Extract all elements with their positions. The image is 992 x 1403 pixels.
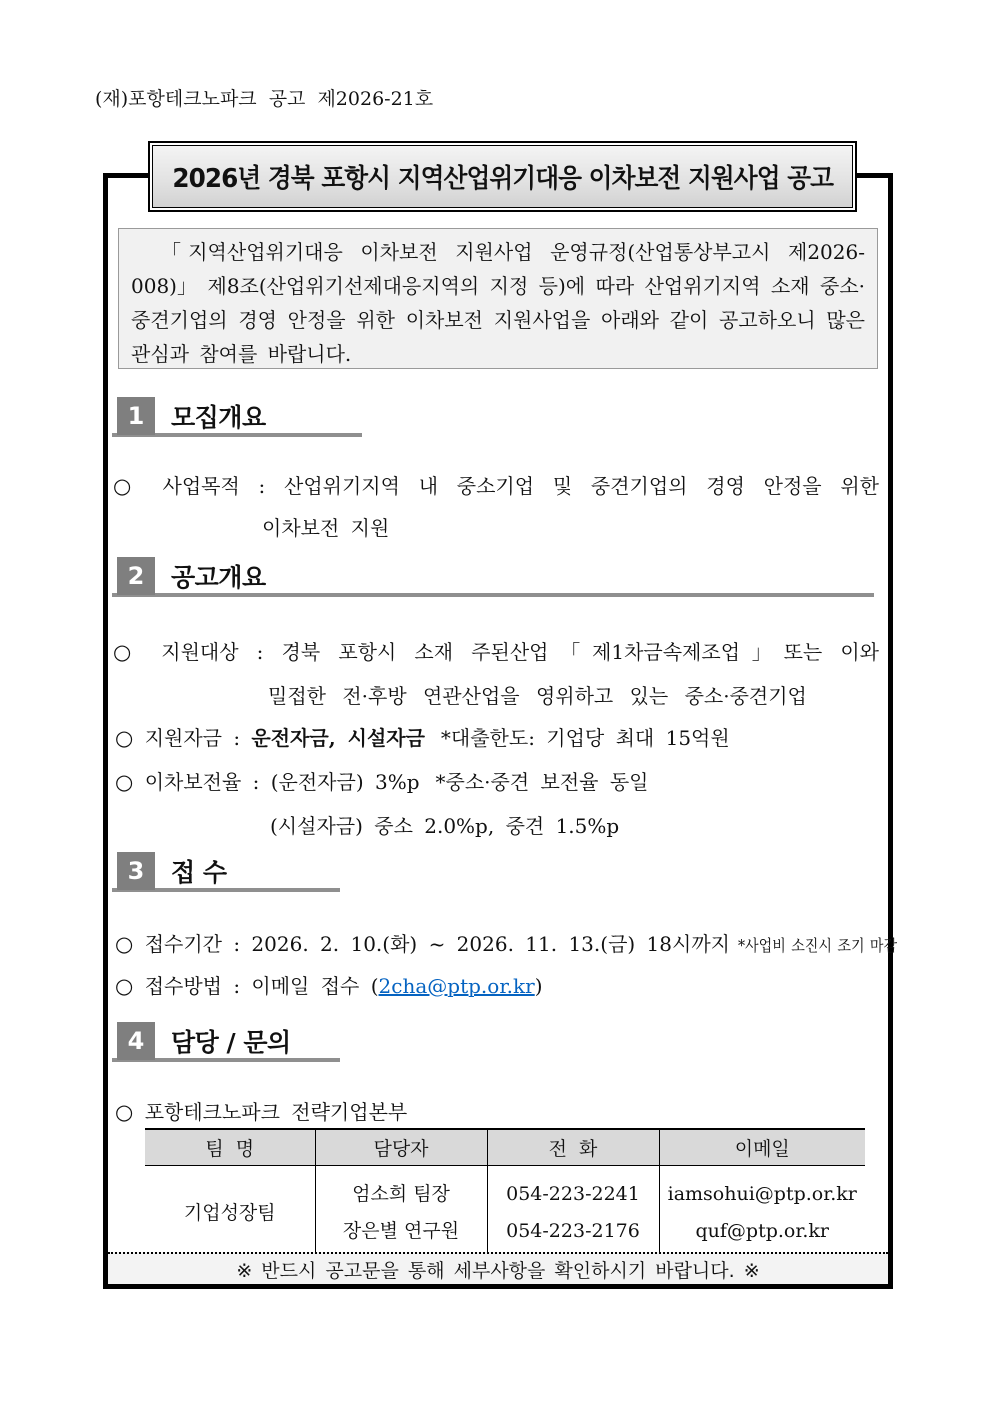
purpose-line-2: 이차보전 지원 xyxy=(262,516,390,540)
fund-prefix: 지원자금 : xyxy=(144,726,252,750)
period-line xyxy=(115,928,919,957)
section-number-badge: 2 xyxy=(117,557,155,595)
section-title: 담당 / 문의 xyxy=(171,1028,291,1057)
rate-note: *중소·중견 보전율 동일 xyxy=(435,770,649,794)
doc-number: (재)포항테크노파크 공고 제2026-21호 xyxy=(95,88,434,110)
cell-persons xyxy=(315,1166,487,1262)
method-prefix: 접수방법 : 이메일 접수 ( xyxy=(144,974,379,998)
contact-table-row xyxy=(145,1166,865,1262)
fund-bold-text: 운전자금, 시설자금 xyxy=(251,726,425,750)
bullet-circle-icon: ○ xyxy=(115,932,134,956)
section-header-2 xyxy=(117,557,266,595)
title-banner xyxy=(148,141,857,212)
section-title: 접 수 xyxy=(171,858,227,887)
section-number-badge: 3 xyxy=(117,852,155,890)
intro-paragraph: 「지역산업위기대응 이차보전 지원사업 운영규정(산업통상부고시 제2026-008)」 제8조(산업위기선제대응지역의 지정 등)에 따라 산업위기지역 소재 중소·중견기업의 경영 안정을 위한 이차보전 지원사업을 아래와 같이 공고하오니 많은 관심과 참여를 바랍니다. xyxy=(131,240,865,366)
section-header-3 xyxy=(117,852,227,890)
cell-emails xyxy=(659,1166,865,1262)
period-main: 접수기간 : 2026. 2. 10.(화) ~ 2026. 11. 13.(금) 18시까지 xyxy=(144,932,730,956)
purpose-line-1 xyxy=(113,470,879,499)
contact-table xyxy=(145,1128,865,1263)
bullet-circle-icon: ○ xyxy=(115,726,134,750)
col-header-phone: 전 화 xyxy=(487,1129,659,1166)
page-title: 2026년 경북 포항시 지역산업위기대응 이차보전 지원사업 공고 xyxy=(172,164,833,194)
target-text-1: 지원대상 : 경북 포항시 소재 주된산업「제1차금속제조업」또는 이와 xyxy=(161,640,879,664)
contact-table-header-row xyxy=(145,1129,865,1166)
method-suffix: ) xyxy=(534,974,543,998)
period-note: *사업비 소진시 조기 마감 xyxy=(737,936,898,955)
email-link[interactable]: 2cha@ptp.or.kr xyxy=(378,974,535,998)
section-number-badge: 1 xyxy=(117,397,155,435)
email-1: iamsohui@ptp.or.kr xyxy=(667,1183,857,1205)
col-header-email: 이메일 xyxy=(659,1129,865,1166)
email-2: quf@ptp.or.kr xyxy=(695,1220,829,1242)
bullet-circle-icon: ○ xyxy=(113,474,144,498)
bullet-circle-icon: ○ xyxy=(113,640,144,664)
person-2: 장은별 연구원 xyxy=(342,1220,460,1242)
fund-note: *대출한도: 기업당 최대 15억원 xyxy=(440,726,730,750)
rate-main: 이차보전율 : (운전자금) 3%p xyxy=(144,770,420,794)
section-title: 모집개요 xyxy=(171,403,266,432)
phone-2: 054-223-2176 xyxy=(506,1220,640,1242)
phone-1: 054-223-2241 xyxy=(506,1183,640,1205)
fund-line xyxy=(115,722,730,751)
contact-org-line xyxy=(115,1096,407,1125)
bullet-circle-icon: ○ xyxy=(115,770,134,794)
rate-line-2: (시설자금) 중소 2.0%p, 중견 1.5%p xyxy=(270,814,620,838)
target-line-2: 밀접한 전·후방 연관산업을 영위하고 있는 중소·중견기업 xyxy=(268,684,807,708)
col-header-team: 팀 명 xyxy=(145,1129,315,1166)
section-number-badge: 4 xyxy=(117,1022,155,1060)
bullet-circle-icon: ○ xyxy=(115,974,134,998)
contact-org-text: 포항테크노파크 전략기업본부 xyxy=(144,1100,408,1124)
title-banner-inner xyxy=(152,145,853,208)
section-header-4 xyxy=(117,1022,291,1060)
rate-line-1 xyxy=(115,766,648,795)
intro-box xyxy=(118,228,878,369)
target-line-1 xyxy=(113,636,879,665)
footer-note-text: ※ 반드시 공고문을 통해 세부사항을 확인하시기 바랍니다. ※ xyxy=(236,1259,760,1282)
purpose-text-1: 사업목적 : 산업위기지역 내 중소기업 및 중견기업의 경영 안정을 위한 xyxy=(162,474,880,498)
section-title: 공고개요 xyxy=(171,563,266,592)
method-line xyxy=(115,970,543,999)
footer-note-strip xyxy=(108,1252,888,1284)
cell-phones xyxy=(487,1166,659,1262)
person-1: 엄소희 팀장 xyxy=(352,1183,450,1205)
col-header-person: 담당자 xyxy=(315,1129,487,1166)
bullet-circle-icon: ○ xyxy=(115,1100,134,1124)
section-header-1 xyxy=(117,397,266,435)
cell-team: 기업성장팀 xyxy=(183,1201,276,1224)
